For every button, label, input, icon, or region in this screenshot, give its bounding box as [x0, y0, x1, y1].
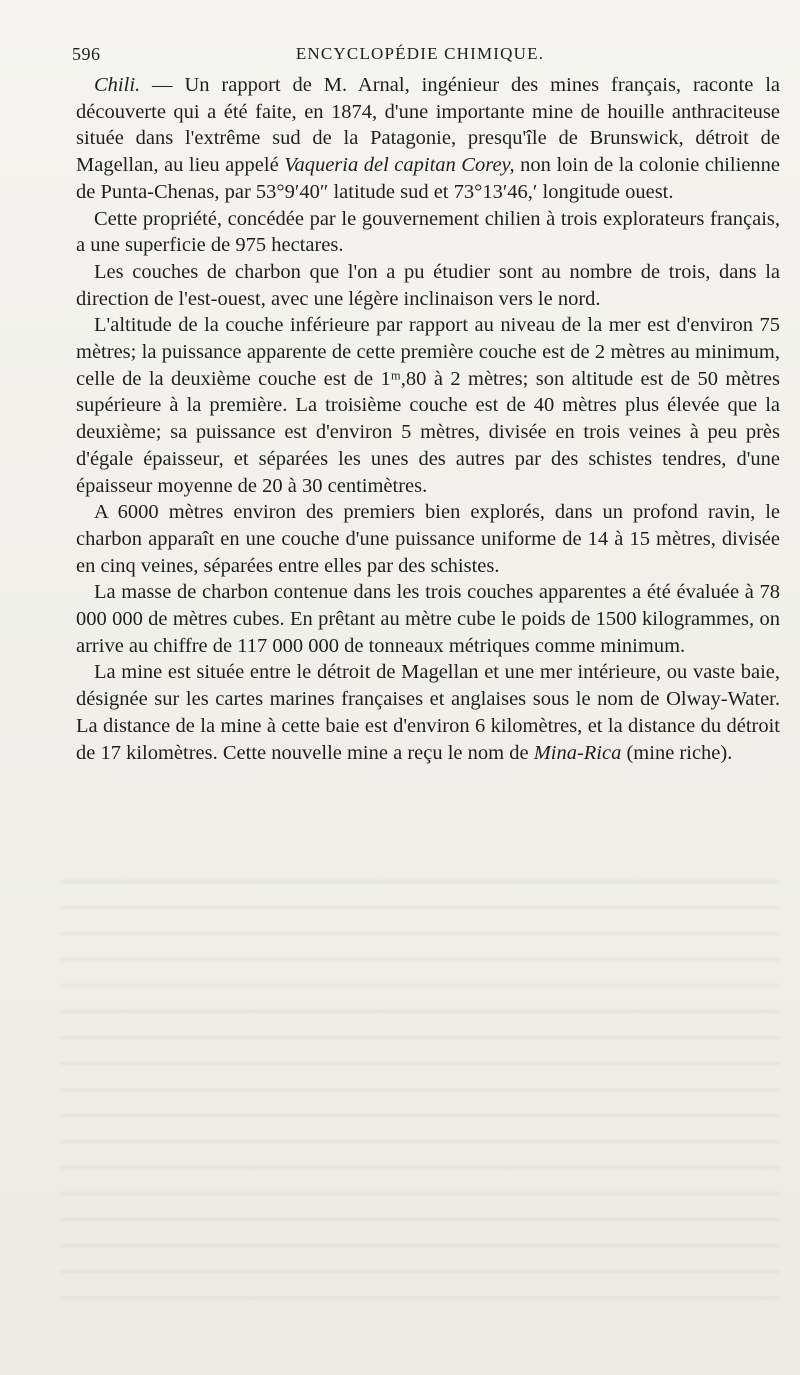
paragraph: Les couches de charbon que l'on a pu étudier sont au nombre de trois, dans la direction de l'est-ouest, avec une légère inclinaison vers le nord. — [76, 260, 780, 310]
paragraph-text: La mine est située entre le détroit de Magellan et une mer intérieure, ou vaste baie, désignée sur les cartes marines françaises et anglaises sous le nom de Olway-Water. La distance de la mine à cette baie est d'environ 6 kilomètres, et la distance du détroit de 17 kilomètres. Cette nouvelle mine a reçu le nom de — [76, 661, 780, 764]
paragraph-text: — Un rapport de M. Arnal, ingénieur des mines français, raconte la découverte qui a été faite, en 1874, d'une importante mine de houille anthraciteuse située dans l'extrême sud de la Patagonie, presqu'île de Brunswick, détroit de Magellan, au lieu appelé — [76, 74, 780, 177]
paragraph: L'altitude de la couche inférieure par rapport au niveau de la mer est d'environ 75 mètres; la puissance apparente de cette première couche est de 2 mètres au minimum, celle de la deuxième couche est de 1ᵐ,80 à 2 mètres; son altitude est de 50 mètres supérieure à la première. La troisième couche est de 40 mètres plus élevée que la deuxième; sa puissance est d'environ 5 mètres, divisée en trois veines à peu près d'égale épaisseur, et séparées les unes des autres par des schistes tendres, d'une épaisseur moyenne de 20 à 30 centimètres. — [76, 314, 780, 497]
paragraph-text: (mine riche). — [621, 741, 733, 764]
paragraph — [76, 659, 780, 766]
page-number: 596 — [72, 44, 101, 64]
show-through-text — [60, 880, 780, 1315]
paragraph: Cette propriété, concédée par le gouvernement chilien à trois explorateurs français, a une superficie de 975 hectares. — [76, 207, 780, 257]
paragraph: A 6000 mètres environ des premiers bien explorés, dans un profond ravin, le charbon apparaît en une couche d'une puissance uniforme de 14 à 15 mètres, divisée en cinq veines, séparées entre elles par des schistes. — [76, 501, 780, 577]
body-text — [76, 72, 780, 766]
mine-name: Mina-Rica — [533, 741, 622, 764]
place-name: Vaqueria del capitan Corey, — [284, 154, 515, 177]
paragraph-text: non loin de la colonie chilienne de Punta-Chenas, par 53°9′40″ latitude sud et 73°13′46,′ longitude ouest. — [76, 154, 781, 203]
country-heading: Chili. — [94, 74, 141, 96]
paragraph — [76, 72, 780, 206]
page-header — [60, 44, 780, 68]
paragraph: La masse de charbon contenue dans les trois couches apparentes a été évaluée à 78 000 000 de mètres cubes. En prêtant au mètre cube le poids de 1500 kilogrammes, on arrive au chiffre de 117 000 000 de tonneaux métriques comme minimum. — [76, 581, 780, 657]
running-head: ENCYCLOPÉDIE CHIMIQUE. — [295, 44, 545, 63]
